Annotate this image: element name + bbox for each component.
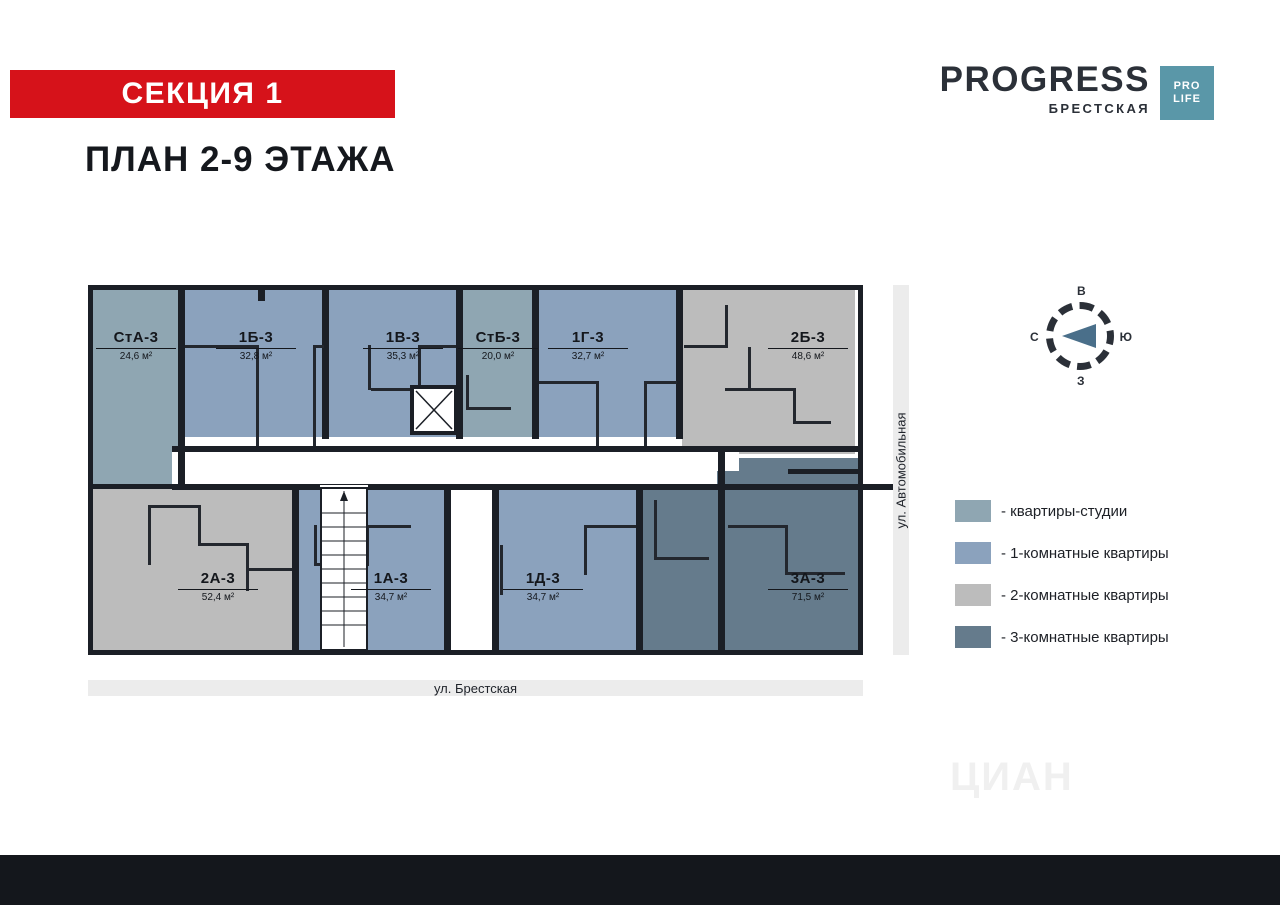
legend-swatch-3room bbox=[955, 626, 991, 648]
footer-bar bbox=[0, 855, 1280, 905]
section-badge bbox=[10, 70, 395, 118]
logo-badge-line1: PRO bbox=[1173, 80, 1201, 92]
unit-label-1a-3 bbox=[351, 570, 431, 603]
unit-code: 1В-3 bbox=[385, 329, 421, 346]
compass-needle-icon bbox=[1062, 324, 1096, 348]
partition-32 bbox=[584, 525, 587, 575]
unit-code: СтА-3 bbox=[113, 329, 159, 346]
wall-v-11 bbox=[718, 451, 725, 651]
unit-label-stb-3 bbox=[458, 329, 538, 362]
partition-19 bbox=[793, 388, 796, 424]
brand-logo bbox=[940, 62, 1214, 120]
unit-label-3a-3 bbox=[768, 570, 848, 603]
wall-h-corridor-top bbox=[172, 446, 717, 452]
partition-33 bbox=[584, 525, 636, 528]
partition-36 bbox=[728, 525, 788, 528]
unit-area: 34,7 м² bbox=[351, 589, 431, 603]
street-label-bottom bbox=[88, 680, 863, 696]
partition-21 bbox=[148, 505, 151, 565]
unit-area: 35,3 м² bbox=[363, 348, 443, 362]
legend-label-3room: - 3-комнатные квартиры bbox=[1001, 628, 1169, 646]
unit-area: 20,0 м² bbox=[458, 348, 538, 362]
unit-area: 32,8 м² bbox=[216, 348, 296, 362]
partition-11 bbox=[539, 381, 599, 384]
logo-badge bbox=[1160, 66, 1214, 120]
partition-4 bbox=[316, 345, 324, 348]
wall-h-corridor-bottom bbox=[172, 484, 894, 490]
partition-22 bbox=[148, 505, 198, 508]
unit-code: 1Г-3 bbox=[571, 329, 605, 346]
unit-area-sta-3[interactable] bbox=[92, 289, 180, 484]
wall-outer-bottom bbox=[88, 650, 863, 655]
legend bbox=[955, 490, 1255, 658]
page-title: ПЛАН 2-9 ЭТАЖА bbox=[85, 140, 396, 179]
logo-badge-line2: LIFE bbox=[1173, 93, 1201, 105]
unit-label-1d-3 bbox=[503, 570, 583, 603]
wall-v-2 bbox=[258, 289, 265, 301]
unit-area-1g-3[interactable] bbox=[538, 289, 678, 437]
unit-area-2b-3[interactable] bbox=[682, 289, 855, 454]
unit-area: 52,4 м² bbox=[178, 589, 258, 603]
floor-plan bbox=[88, 285, 863, 655]
legend-item-1room bbox=[955, 532, 1255, 574]
compass-label-top: В bbox=[1077, 284, 1086, 298]
wall-outer-top bbox=[88, 285, 863, 290]
partition-30 bbox=[366, 525, 411, 528]
wall-v-9 bbox=[492, 485, 499, 651]
unit-label-1v-3 bbox=[363, 329, 443, 362]
street-bottom-text: ул. Брестская bbox=[433, 680, 518, 696]
unit-label-2a-3 bbox=[178, 570, 258, 603]
unit-label-1g-3 bbox=[548, 329, 628, 362]
compass-label-left: С bbox=[1030, 330, 1039, 344]
wall-h-right-mid bbox=[788, 469, 859, 474]
unit-label-sta-3 bbox=[96, 329, 176, 362]
wall-outer-left bbox=[88, 285, 93, 655]
partition-37 bbox=[785, 525, 788, 575]
legend-item-3room bbox=[955, 616, 1255, 658]
logo-text-block bbox=[940, 62, 1160, 116]
partition-16 bbox=[725, 305, 728, 348]
section-badge-label: СЕКЦИЯ 1 bbox=[121, 77, 284, 110]
partition-13 bbox=[644, 381, 647, 446]
legend-item-2room bbox=[955, 574, 1255, 616]
stairs-icon bbox=[320, 487, 368, 651]
unit-label-2b-3 bbox=[768, 329, 848, 362]
unit-code: 2А-3 bbox=[200, 570, 236, 587]
wall-v-8 bbox=[444, 485, 451, 651]
partition-35 bbox=[654, 557, 709, 560]
partition-3 bbox=[313, 345, 316, 446]
wall-v-7 bbox=[292, 485, 299, 651]
unit-area: 32,7 м² bbox=[548, 348, 628, 362]
wall-h-left-mid bbox=[92, 484, 180, 489]
unit-code: 3А-3 bbox=[790, 570, 826, 587]
street-right-text: ул. Автомобильная bbox=[893, 411, 909, 529]
compass-rose bbox=[1030, 284, 1132, 388]
partition-34 bbox=[654, 500, 657, 560]
unit-code: 1Б-3 bbox=[238, 329, 274, 346]
unit-area-stb-3[interactable] bbox=[462, 289, 534, 437]
legend-label-1room: - 1-комнатные квартиры bbox=[1001, 544, 1169, 562]
unit-area: 48,6 м² bbox=[768, 348, 848, 362]
partition-24 bbox=[198, 543, 248, 546]
legend-label-2room: - 2-комнатные квартиры bbox=[1001, 586, 1169, 604]
logo-sub-text: БРЕСТСКАЯ bbox=[1048, 101, 1150, 116]
street-label-right bbox=[893, 285, 909, 655]
unit-code: 1Д-3 bbox=[525, 570, 561, 587]
unit-area: 71,5 м² bbox=[768, 589, 848, 603]
legend-swatch-studio bbox=[955, 500, 991, 522]
partition-12 bbox=[596, 381, 599, 446]
partition-27 bbox=[314, 525, 317, 565]
elevator-icon bbox=[414, 389, 454, 431]
partition-10 bbox=[466, 407, 511, 410]
legend-item-studio bbox=[955, 490, 1255, 532]
compass-label-bottom: З bbox=[1077, 374, 1085, 388]
wall-h-right-top bbox=[717, 446, 859, 452]
unit-area: 24,6 м² bbox=[96, 348, 176, 362]
logo-main-text: PROGRESS bbox=[939, 60, 1150, 99]
partition-17 bbox=[748, 347, 751, 389]
legend-swatch-2room bbox=[955, 584, 991, 606]
unit-code: СтБ-3 bbox=[475, 329, 521, 346]
legend-label-studio: - квартиры-студии bbox=[1001, 502, 1128, 520]
partition-14 bbox=[644, 381, 677, 384]
unit-label-1b-3 bbox=[216, 329, 296, 362]
wall-v-1 bbox=[178, 289, 185, 485]
watermark: ЦИАН bbox=[950, 755, 1074, 799]
compass-label-right: Ю bbox=[1119, 330, 1132, 344]
wall-v-5 bbox=[532, 289, 539, 439]
corridor bbox=[172, 451, 717, 488]
wall-v-6 bbox=[676, 289, 683, 439]
unit-code: 2Б-3 bbox=[790, 329, 826, 346]
partition-18 bbox=[725, 388, 795, 391]
wall-v-3 bbox=[322, 289, 329, 439]
wall-v-10 bbox=[636, 485, 643, 651]
unit-area: 34,7 м² bbox=[503, 589, 583, 603]
partition-23 bbox=[198, 505, 201, 545]
partition-20 bbox=[796, 421, 831, 424]
legend-swatch-1room bbox=[955, 542, 991, 564]
unit-code: 1А-3 bbox=[373, 570, 409, 587]
unit-area-1b-3[interactable] bbox=[184, 289, 324, 437]
partition-15 bbox=[684, 345, 728, 348]
partition-9 bbox=[466, 375, 469, 410]
